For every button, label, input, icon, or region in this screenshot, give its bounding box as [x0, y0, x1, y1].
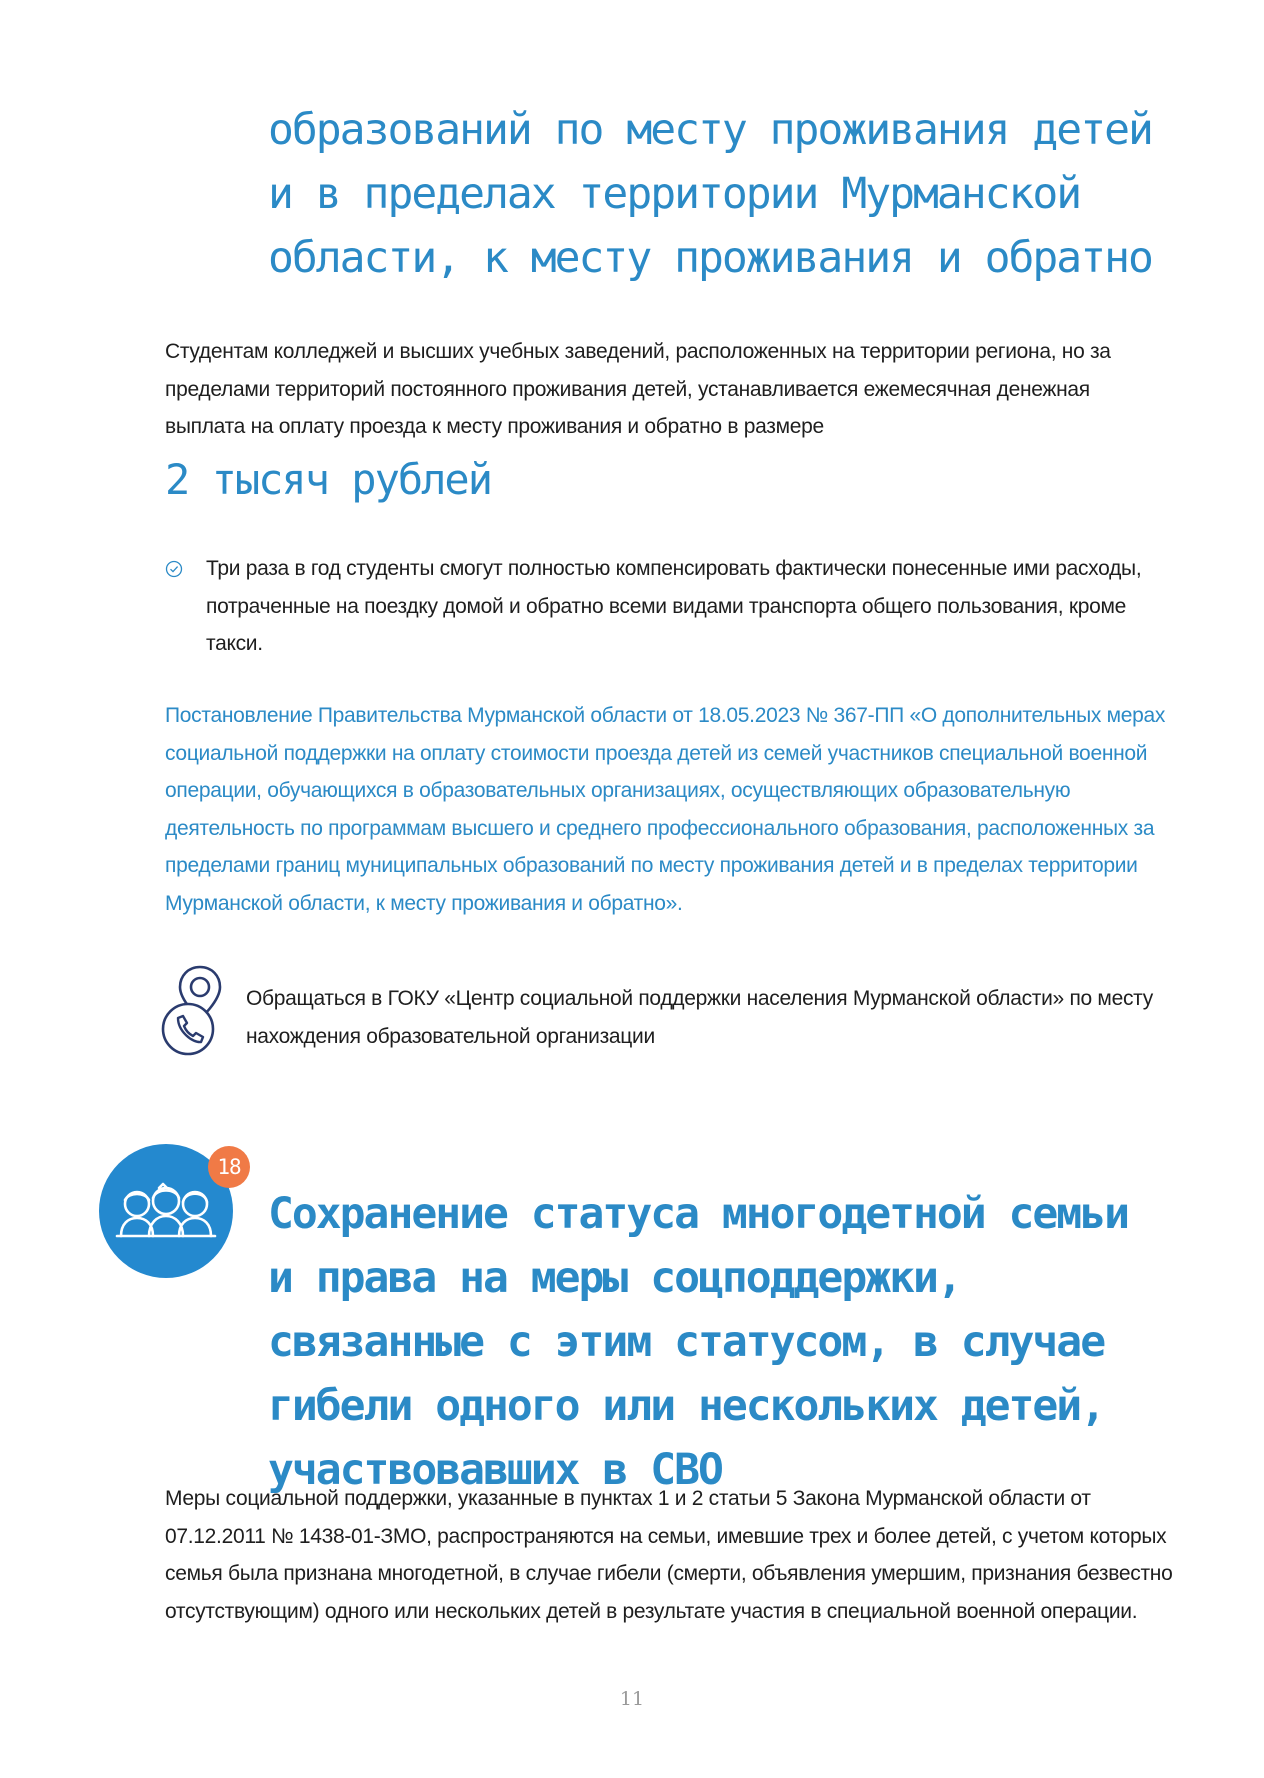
page-number: 11	[619, 1688, 645, 1710]
top-heading: образований по месту проживания детей и в пределах территории Мурманской области, к месту проживания и обратно	[268, 105, 1152, 283]
payment-paragraph: Студентам колледжей и высших учебных заведений, расположенных на территории региона, но за пределами территорий постоянного проживания детей, устанавливается ежемесячная денежная выплата на оплату проезда к месту проживания и обратно в размере	[165, 340, 1111, 438]
section-number-badge: 18	[208, 1146, 250, 1188]
section-paragraph: Меры социальной поддержки, указанные в пунктах 1 и 2 статьи 5 Закона Мурманской области от 07.12.2011 № 1438-01-ЗМО, распространяются на семьи, имевшие трех и более детей, с учетом которых семья была признана многодетной, в случае гибели (смерти, объявления умершим, признания безвестно отсутствующим) одного или нескольких детей в результате участия в специальной военной операции.	[165, 1487, 1173, 1623]
decree-reference: Постановление Правительства Мурманской области от 18.05.2023 № 367-ПП «О дополнительных мерах социальной поддержки на оплату стоимости проезда детей из семей участников специальной военной операции, обучающихся в образовательных организациях, осуществляющих образовательную деятельность по программам высшего и среднего профессионального образования, расположенных за пределами границ муниципальных образований по месту проживания детей и в пределах территории Мурманской области, к месту проживания и обратно».	[165, 704, 1166, 915]
section-title: Сохранение статуса многодетной семьи и права на меры соцподдержки, связанные с этим статусом, в случае гибели одного или нескольких детей, участвовавших в СВО	[268, 1189, 1128, 1495]
bullet-text: Три раза в год студенты смогут полностью компенсировать фактически понесенные ими расходы, потраченные на поездку домой и обратно всеми видами транспорта общего пользования, кроме такси.	[206, 557, 1142, 655]
contact-text: Обращаться в ГОКУ «Центр социальной поддержки населения Мурманской области» по месту нахождения образовательной организации	[246, 987, 1153, 1048]
location-phone-icon	[158, 963, 230, 1061]
bullet-item	[165, 550, 1175, 663]
check-circle-icon	[165, 560, 183, 578]
payment-amount: 2 тысяч рублей	[165, 455, 492, 504]
